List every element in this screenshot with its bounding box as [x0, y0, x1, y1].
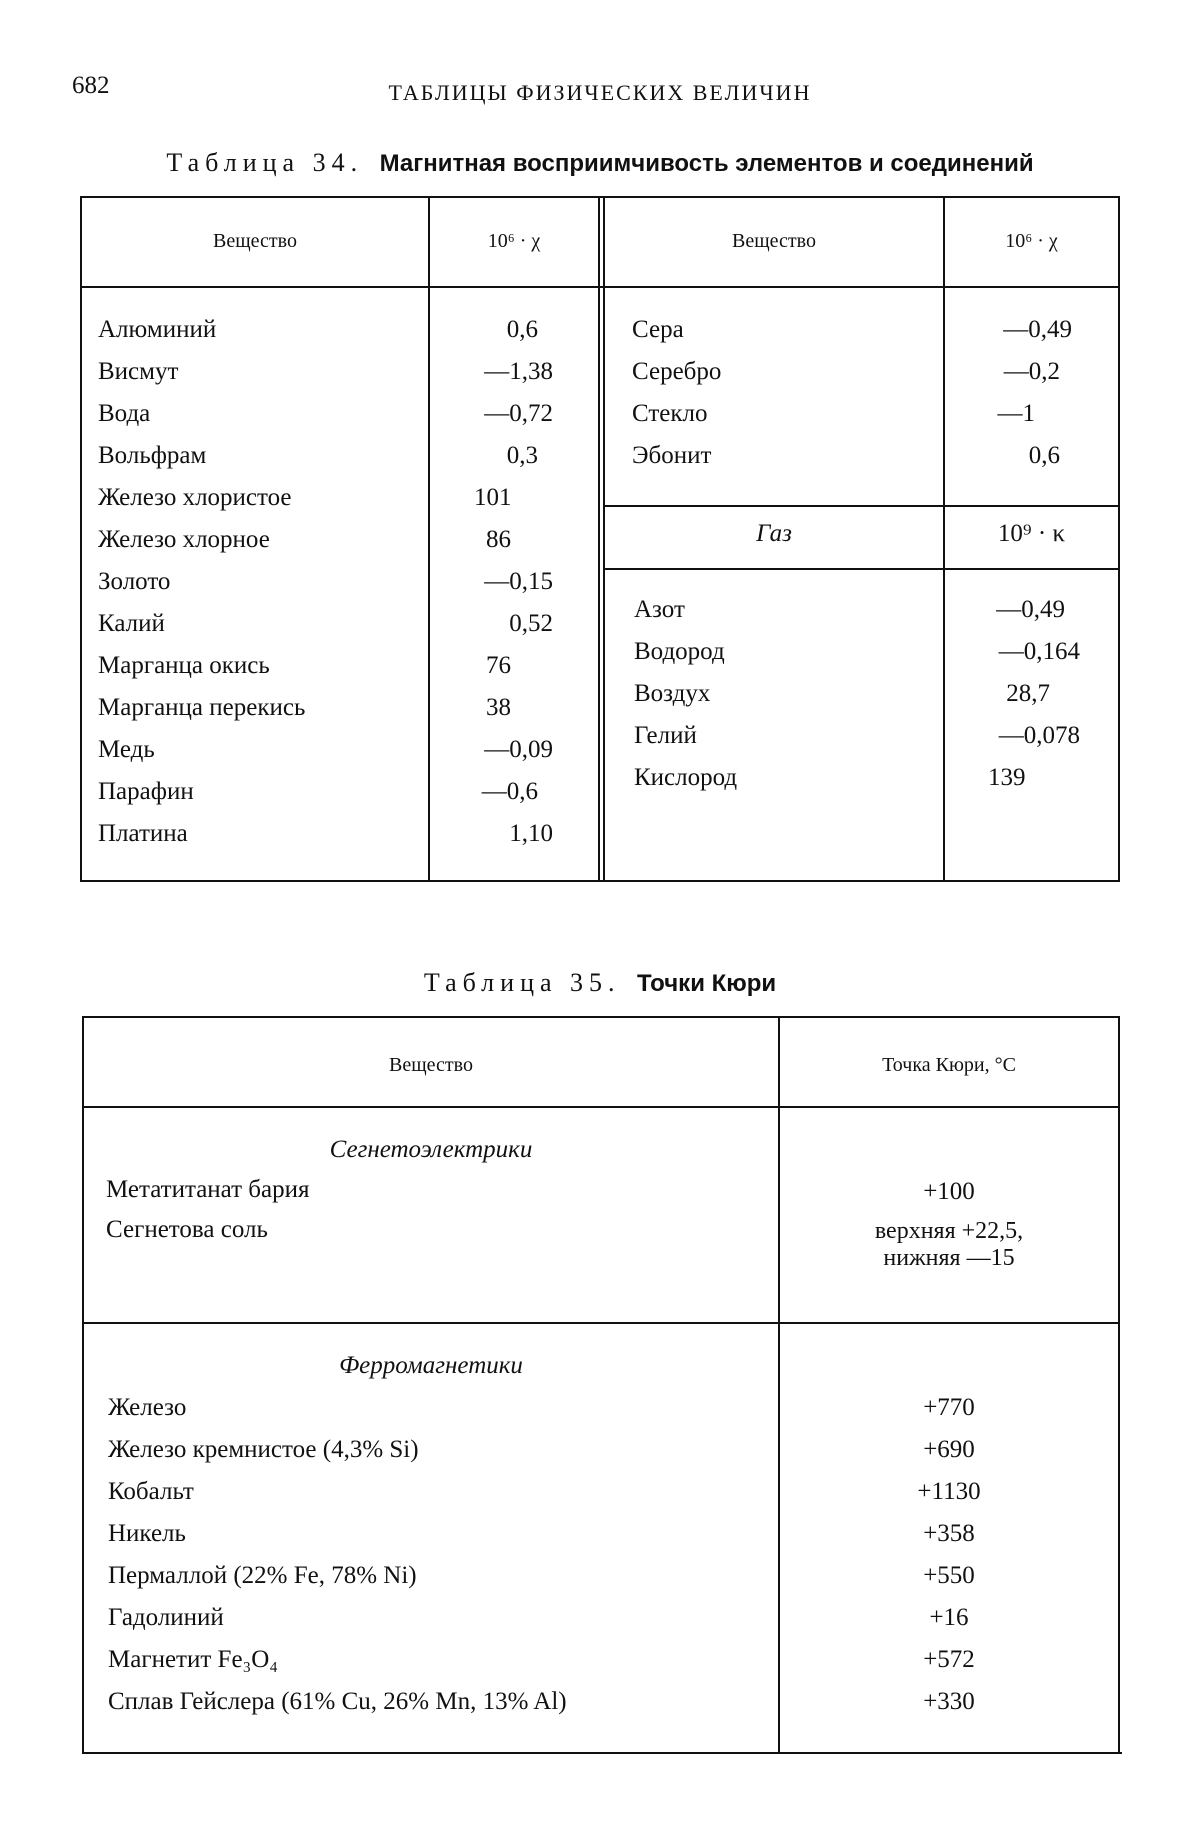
table34-row-value: —0,15	[484, 568, 553, 595]
table34-header-rule	[80, 286, 1120, 288]
table34-row-name: Железо хлорное	[98, 526, 270, 553]
gas-row-name: Азот	[634, 596, 685, 623]
table35-row-name: Гадолиний	[108, 1604, 224, 1631]
table34-col-sep-mid-a	[598, 196, 600, 882]
gas-row-name: Воздух	[634, 680, 711, 707]
table35-title: Точки Кюри	[637, 970, 777, 997]
table35-left-edge	[82, 1016, 84, 1754]
page-number: 682	[72, 72, 110, 99]
table34-row-name: Вольфрам	[98, 442, 207, 469]
table34-left-edge	[80, 196, 82, 882]
table34-row-value: 0,52	[509, 610, 553, 637]
table35-row-value: +100	[923, 1178, 975, 1205]
running-head: ТАБЛИЦЫ ФИЗИЧЕСКИХ ВЕЛИЧИН	[388, 80, 812, 105]
table34-header-substance-left: Вещество	[213, 230, 297, 252]
table34-row-value: 101	[474, 484, 512, 511]
table35-row-name: Пермаллой (22% Fe, 78% Ni)	[108, 1562, 417, 1589]
kappa-header: 10⁹ · κ	[997, 520, 1066, 547]
table35-row-value: +572	[923, 1646, 975, 1673]
table35-group-rule	[82, 1322, 1120, 1324]
table34-right-row-name: Сера	[632, 316, 684, 343]
table34-row-value: —1,38	[484, 358, 553, 385]
table35-label: Таблица 35.	[423, 968, 621, 997]
table34-right-edge	[1118, 196, 1120, 882]
table34-right-row-name: Эбонит	[632, 442, 712, 469]
table34-title: Магнитная восприимчивость элементов и соединений	[379, 150, 1034, 177]
table35-right-edge	[1118, 1016, 1120, 1754]
table34-top-rule	[80, 196, 1120, 198]
table35-header-rule	[82, 1106, 1120, 1108]
table34-bottom-rule	[80, 880, 1120, 882]
table34-header-substance-right: Вещество	[732, 230, 816, 252]
table34-header-chi-right: 10⁶ · χ	[1005, 230, 1058, 252]
table35-row-name: Метатитанат бария	[106, 1176, 310, 1203]
table35-row-value: +16	[929, 1604, 969, 1631]
gas-row-name: Гелий	[634, 722, 697, 749]
table34-row-name: Висмут	[98, 358, 179, 385]
table35-row-name: Кобальт	[108, 1478, 194, 1505]
gas-row-value: 28,7	[1006, 680, 1050, 707]
table34-row-value: 38	[486, 694, 511, 721]
gas-row-value: —0,078	[998, 722, 1080, 749]
table35-row-value: +358	[923, 1520, 975, 1547]
gas-row-value: —0,49	[996, 596, 1065, 623]
gas-row-value: 139	[988, 764, 1026, 791]
table35-row-name: Железо кремнистое (4,3% Si)	[108, 1436, 419, 1463]
table35-row-name: Магнетит Fe₃O₄	[108, 1646, 279, 1673]
table35-row-value: +550	[923, 1562, 975, 1589]
table34-row-value: —0,72	[484, 400, 553, 427]
table34-col-sep-1	[428, 196, 430, 882]
gas-header: Газ	[756, 520, 792, 547]
table34-row-value: 0,3	[506, 442, 538, 469]
table35-col-sep	[778, 1016, 780, 1754]
table34-caption	[0, 148, 1200, 178]
table34-row-name: Алюминий	[98, 316, 217, 343]
table35-row-name: Сегнетова соль	[106, 1216, 268, 1243]
table34-right-row-name: Стекло	[632, 400, 708, 427]
table34-row-name: Вода	[98, 400, 151, 427]
table35-caption	[0, 968, 1200, 998]
table34-row-name: Марганца окись	[98, 652, 270, 679]
table34-row-name: Платина	[98, 820, 188, 847]
table35-bottom-rule	[82, 1752, 1122, 1754]
table34-row-name: Золото	[98, 568, 171, 595]
table34-right-row-value: 0,6	[1028, 442, 1060, 469]
table34-row-name: Железо хлористое	[98, 484, 292, 511]
gas-row-value: —0,164	[998, 638, 1080, 665]
table34-row-value: 86	[486, 526, 511, 553]
gas-section-top-rule	[603, 505, 1120, 507]
table34-row-name: Медь	[98, 736, 155, 763]
table35-row-name: Сплав Гейслера (61% Cu, 26% Mn, 13% Al)	[108, 1688, 567, 1715]
table34-right-row-value: —0,2	[1003, 358, 1060, 385]
table35-top-rule	[82, 1016, 1120, 1018]
table34-row-name: Калий	[98, 610, 165, 637]
table34-row-value: 1,10	[509, 820, 553, 847]
table34-row-name: Марганца перекись	[98, 694, 306, 721]
table35-row-value: +770	[923, 1394, 975, 1421]
table34-row-name: Парафин	[98, 778, 194, 805]
gas-section-header-rule	[603, 568, 1120, 570]
group-title-ferromagnets: Ферромагнетики	[339, 1352, 523, 1379]
table34-row-value: 76	[486, 652, 511, 679]
table35-row-value: +1130	[917, 1478, 981, 1505]
table35-header-substance: Вещество	[389, 1054, 473, 1076]
table34-label: Таблица 34.	[166, 148, 364, 177]
table34-header-chi-left: 10⁶ · χ	[487, 230, 541, 252]
table34-row-value: —0,6	[481, 778, 538, 805]
gas-row-name: Водород	[634, 638, 725, 665]
table35-row-value-lower: нижняя —15	[883, 1245, 1015, 1271]
table34-right-row-value: —1	[997, 400, 1035, 427]
table35-row-value-upper: верхняя +22,5,	[874, 1218, 1024, 1244]
table35-row-value: +690	[923, 1436, 975, 1463]
table35-row-name: Железо	[108, 1394, 187, 1421]
table34-row-value: 0,6	[506, 316, 538, 343]
table35-row-name: Никель	[108, 1520, 186, 1547]
group-title-ferroelectrics: Сегнетоэлектрики	[329, 1136, 533, 1163]
table34-right-row-name: Серебро	[632, 358, 722, 385]
table35-header-curie: Точка Кюри, °С	[882, 1054, 1016, 1076]
gas-row-name: Кислород	[634, 764, 738, 791]
table35-row-value: +330	[923, 1688, 975, 1715]
table34-row-value: —0,09	[484, 736, 553, 763]
table34-right-row-value: —0,49	[1003, 316, 1072, 343]
